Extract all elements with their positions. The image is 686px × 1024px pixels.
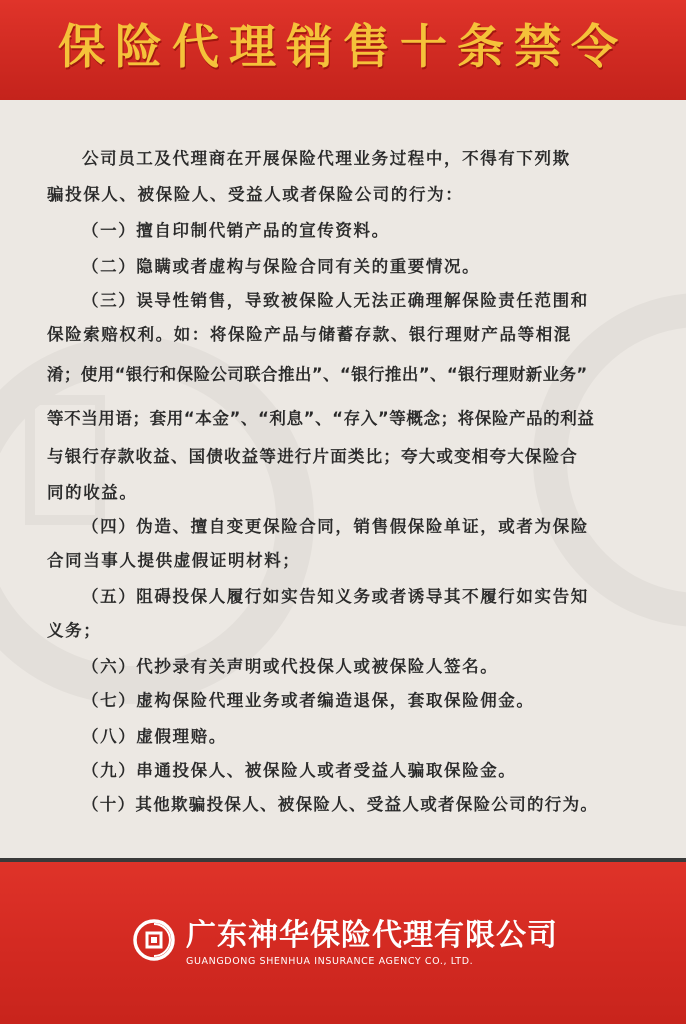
footer-banner [0,862,686,1024]
text-line-8: 等不当用语；套用“本金”、“利息”、“存入”等概念；将保险产品的利益 [47,409,595,428]
text-line-19: （十）其他欺骗投保人、被保险人、受益人或者保险公司的行为。 [82,795,599,814]
text-line-14: 义务； [47,621,102,640]
text-line-3: （一）擅自印制代销产品的宣传资料。 [82,221,390,240]
company-name-en: GUANGDONG SHENHUA INSURANCE AGENCY CO., LTD. [186,956,474,967]
text-line-13: （五）阻碍投保人履行如实告知义务或者诱导其不履行如实告知 [82,587,589,606]
text-line-16: （七）虚构保险代理业务或者编造退保，套取保险佣金。 [82,691,535,710]
content-panel [0,100,686,862]
text-line-5: （三）误导性销售，导致被保险人无法正确理解保险责任范围和 [82,291,589,310]
text-line-7: 淆；使用“银行和保险公司联合推出”、“银行推出”、“银行理财新业务” [47,365,588,384]
text-line-6: 保险索赔权利。如：将保险产品与储蓄存款、银行理财产品等相混 [47,325,572,344]
text-line-15: （六）代抄录有关声明或代投保人或被保险人签名。 [82,657,499,676]
company-name-cn: 广东神华保险代理有限公司 [186,918,558,953]
text-line-17: （八）虚假理赔。 [82,727,227,746]
header-banner [0,0,686,100]
text-line-10: 同的收益。 [47,483,138,502]
text-line-18: （九）串通投保人、被保险人或者受益人骗取保险金。 [82,761,517,780]
text-line-4: （二）隐瞒或者虚构与保险合同有关的重要情况。 [82,257,481,276]
text-line-12: 合同当事人提供虚假证明材料； [47,551,301,570]
text-line-2: 骗投保人、被保险人、受益人或者保险公司的行为： [47,185,464,204]
text-line-11: （四）伪造、擅自变更保险合同，销售假保险单证，或者为保险 [82,517,589,536]
text-line-1: 公司员工及代理商在开展保险代理业务过程中，不得有下列欺 [82,149,571,168]
page-title: 保险代理销售十条禁令 [58,20,628,75]
shenhua-logo-icon [132,918,176,962]
text-line-9: 与银行存款收益、国债收益等进行片面类比；夸大或变相夸大保险合 [47,447,578,466]
